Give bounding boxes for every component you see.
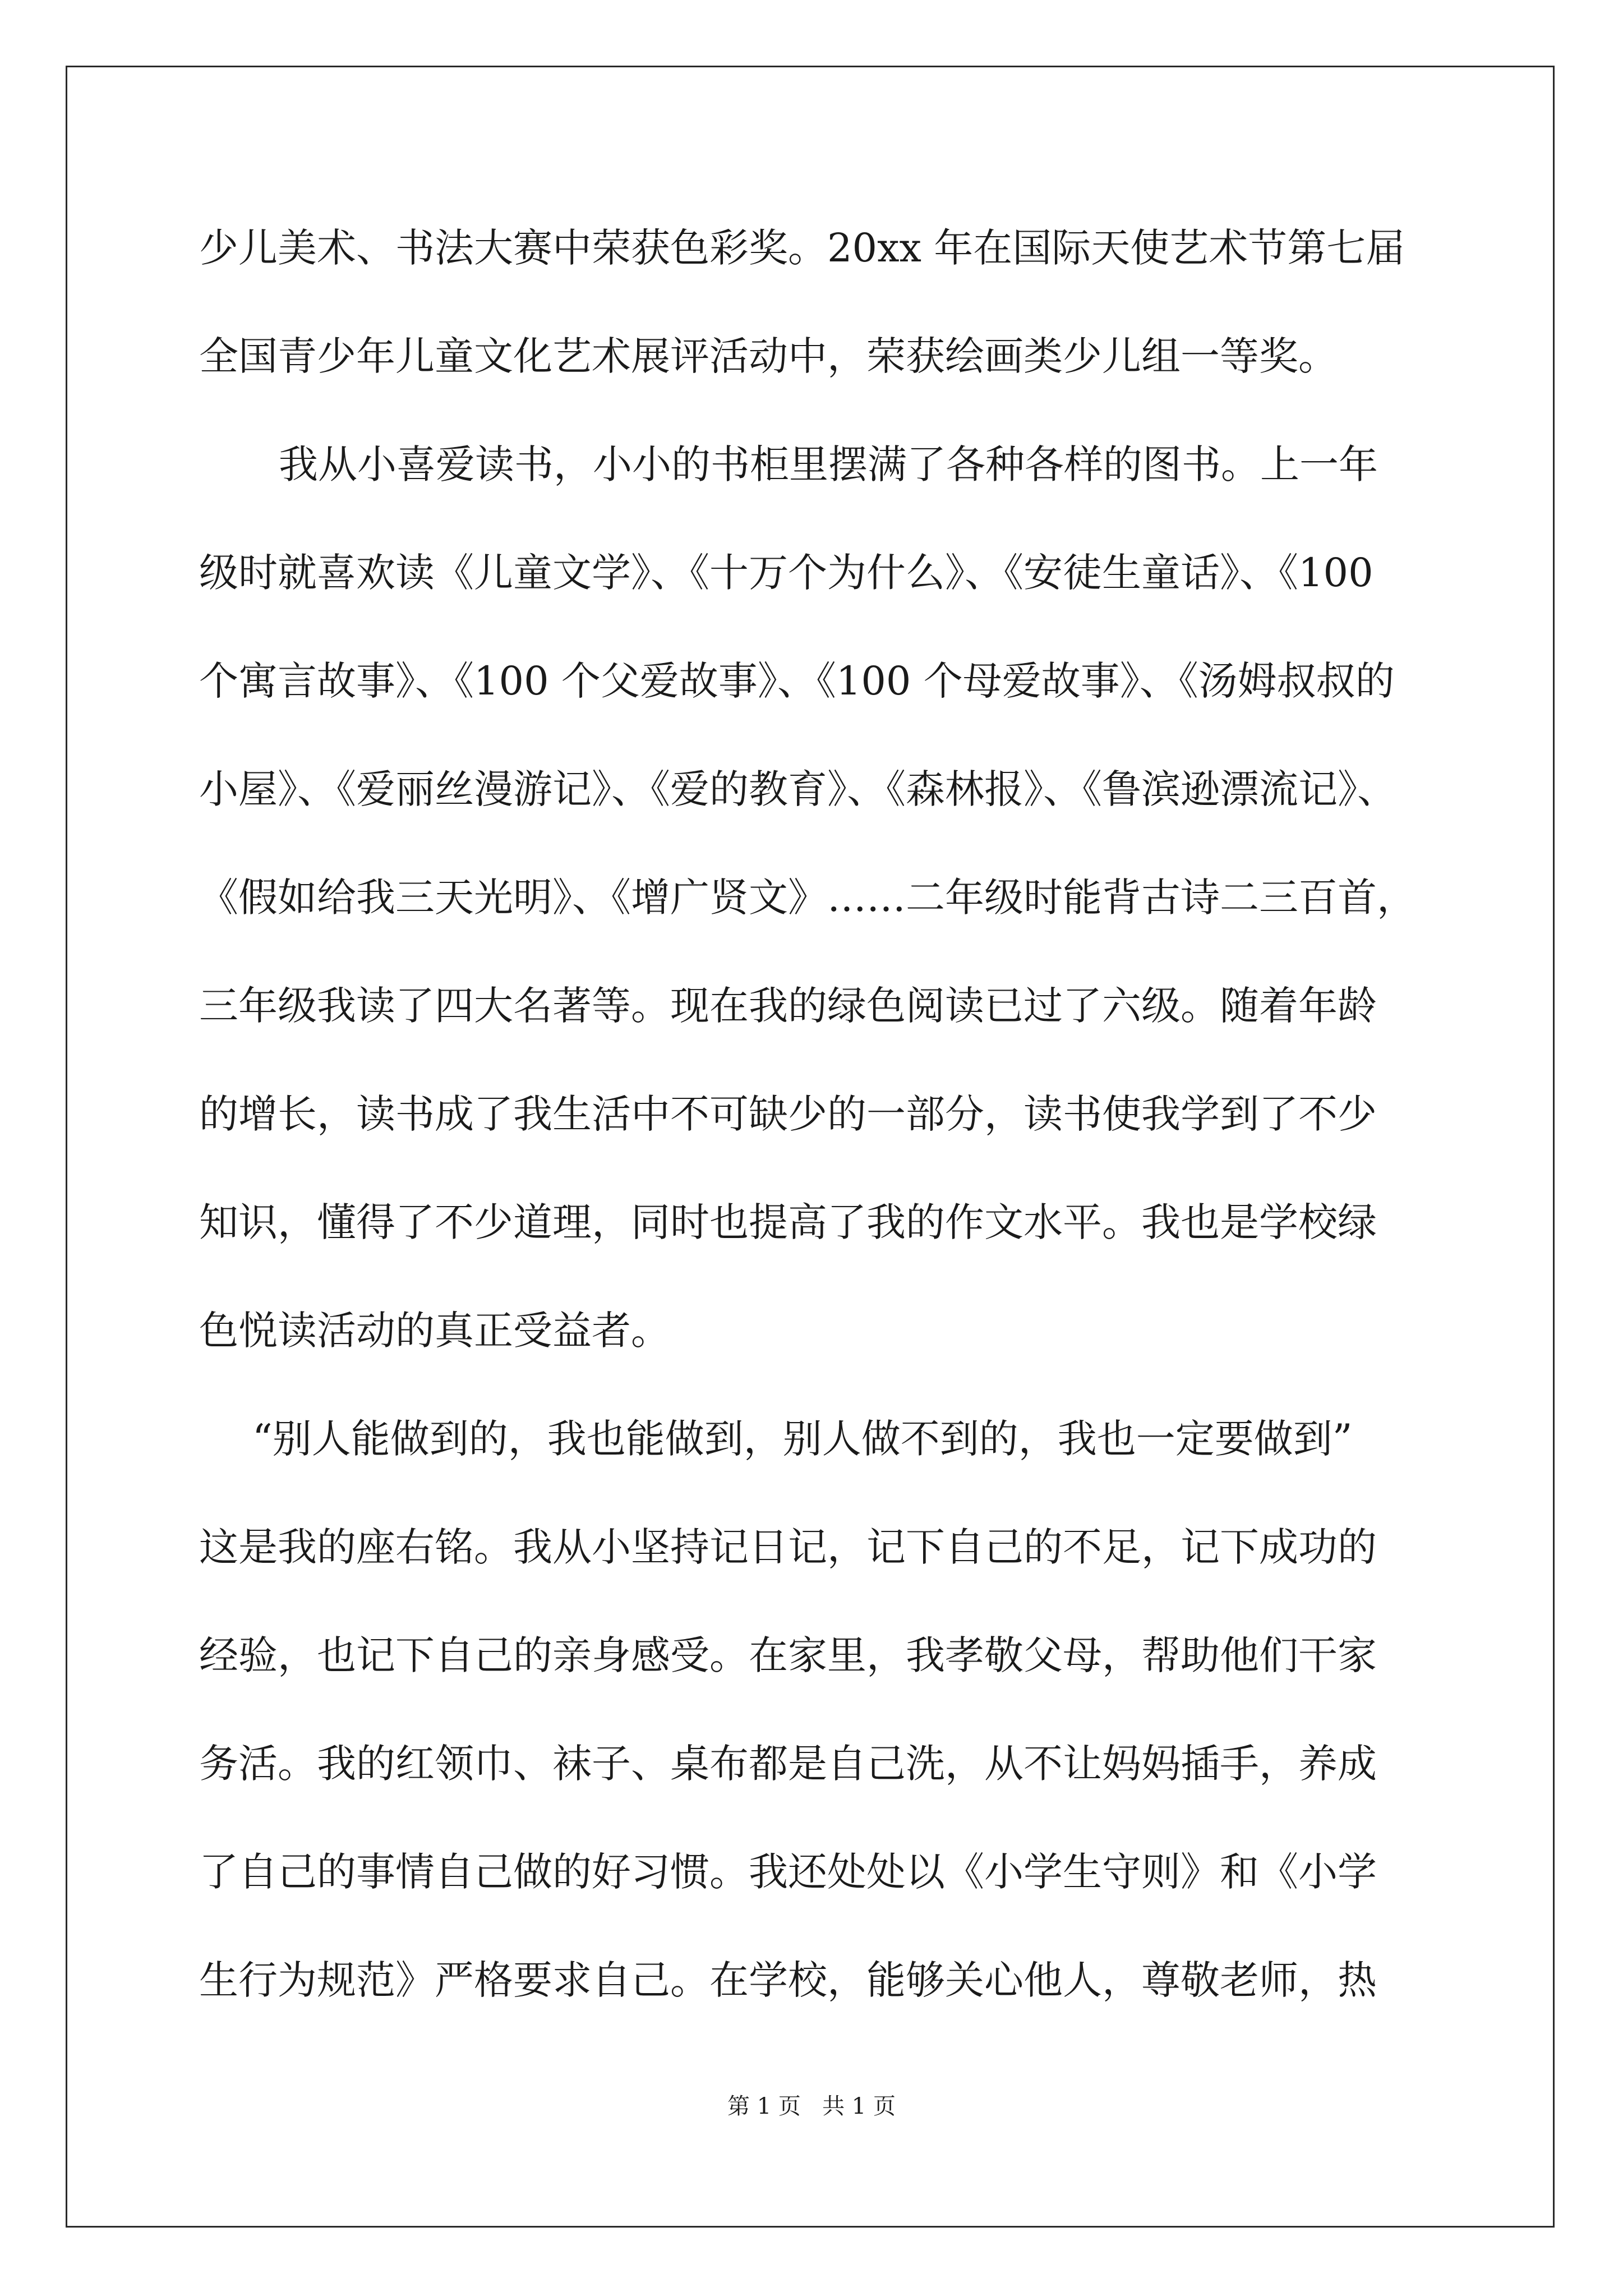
page-border bbox=[66, 66, 1555, 2228]
text-line: 的增长，读书成了我生活中不可缺少的一部分，读书使我学到了不少 bbox=[199, 1091, 1377, 1137]
text-line: 《假如给我三天光明》、《增广贤文》……二年级时能背古诗二三百首， bbox=[199, 875, 1416, 921]
paragraph-start-line: 我从小喜爱读书，小小的书柜里摆满了各种各样的图书。上一年 bbox=[279, 441, 1378, 487]
page-number-footer: 第 1 页 共 1 页 bbox=[727, 2093, 896, 2119]
text-line: 生行为规范》严格要求自己。在学校，能够关心他人，尊敬老师，热 bbox=[199, 1957, 1377, 2003]
text-line: 务活。我的红领巾、袜子、桌布都是自己洗，从不让妈妈插手，养成 bbox=[199, 1741, 1377, 1787]
text-line: 了自己的事情自己做的好习惯。我还处处以《小学生守则》和《小学 bbox=[199, 1849, 1377, 1895]
text-line: 知识，懂得了不少道理，同时也提高了我的作文水平。我也是学校绿 bbox=[199, 1199, 1377, 1245]
text-line: 小屋》、《爱丽丝漫游记》、《爱的教育》、《森林报》、《鲁滨逊漂流记》、 bbox=[199, 766, 1396, 812]
text-line: 色悦读活动的真正受益者。 bbox=[199, 1308, 670, 1354]
text-line: 个寓言故事》、《100 个父爱故事》、《100 个母爱故事》、《汤姆叔叔的 bbox=[199, 658, 1395, 704]
text-line: 级时就喜欢读《儿童文学》、《十万个为什么》、《安徒生童话》、《100 bbox=[199, 550, 1373, 596]
text-line: 全国青少年儿童文化艺术展评活动中，荣获绘画类少儿组一等奖。 bbox=[199, 333, 1338, 379]
text-line: 这是我的座右铭。我从小坚持记日记，记下自己的不足，记下成功的 bbox=[199, 1524, 1377, 1570]
text-line: 三年级我读了四大名著等。现在我的绿色阅读已过了六级。随着年龄 bbox=[199, 983, 1377, 1029]
text-line: 经验，也记下自己的亲身感受。在家里，我孝敬父母，帮助他们干家 bbox=[199, 1632, 1377, 1678]
paragraph-start-line: “别人能做到的，我也能做到，别人做不到的，我也一定要做到” bbox=[252, 1416, 1353, 1462]
text-line: 少儿美术、书法大赛中荣获色彩奖。20xx 年在国际天使艺术节第七届 bbox=[199, 225, 1405, 271]
